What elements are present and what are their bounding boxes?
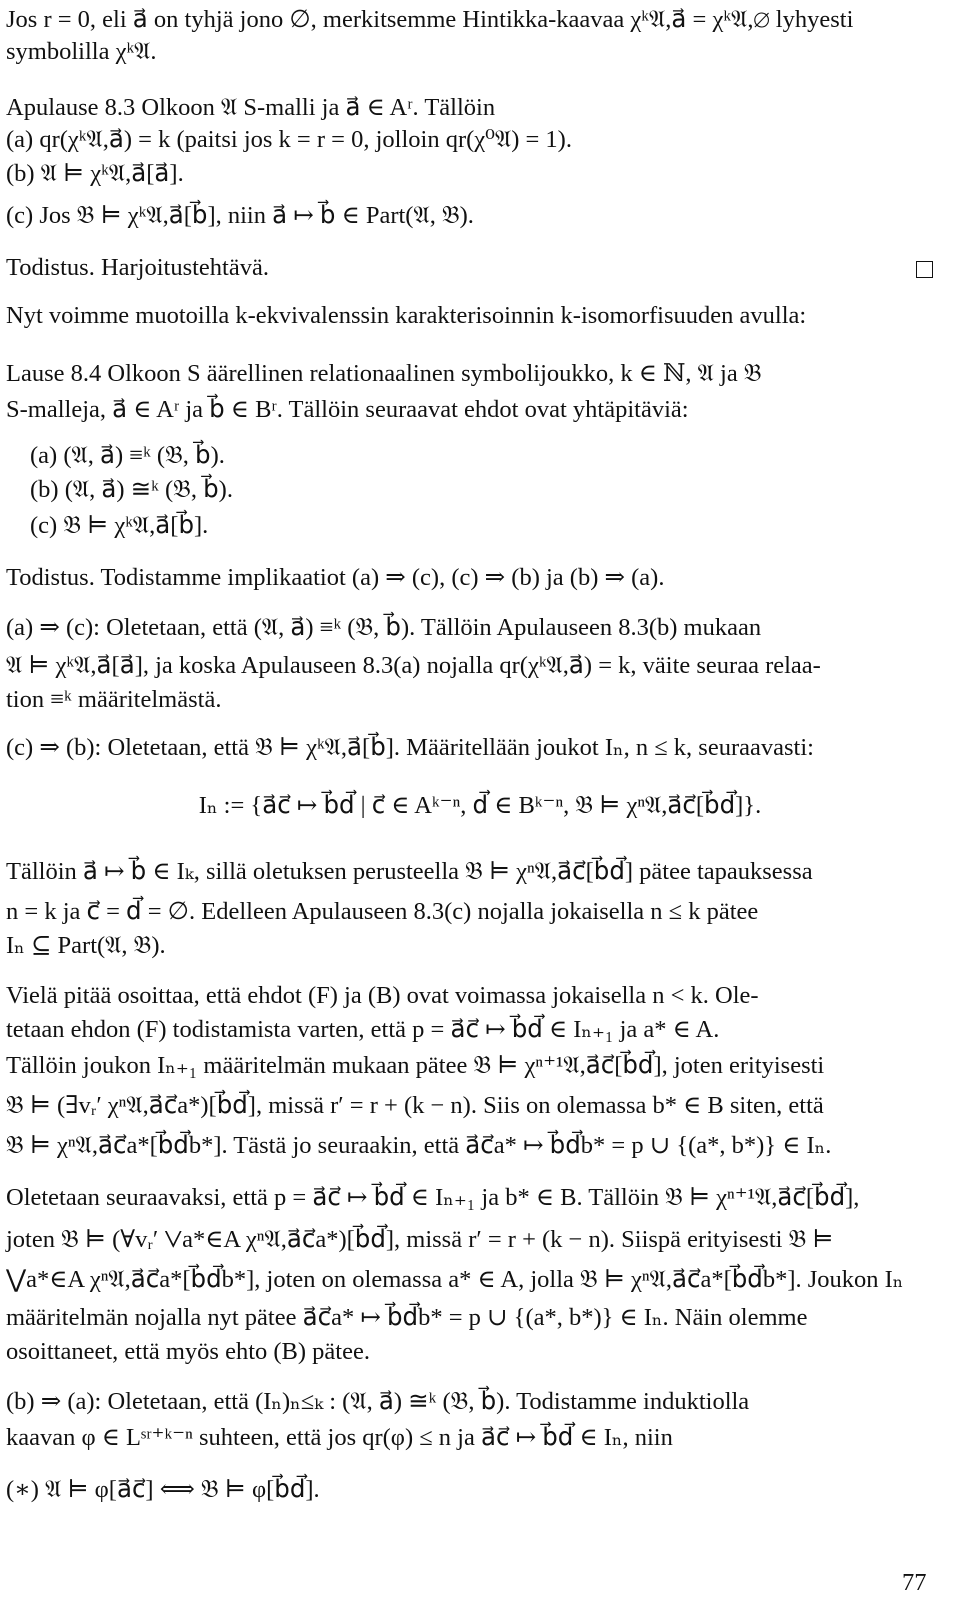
theorem-item-b: (b) (𝔄, a⃗) ≅ᵏ (𝔅, b⃗). [30,476,233,503]
text-line: n = k ja c⃗ = d⃗ = ∅. Edelleen Apulauseen 8.3(c) nojalla jokaisella n ≤ k pätee [6,898,759,925]
text-line: Tällöin a⃗ ↦ b⃗ ∈ Iₖ, sillä oletuksen perusteella 𝔅 ⊨ χⁿ𝔄,a⃗c⃗[b⃗d⃗] pätee tapauksessa [6,858,813,885]
lemma-item-a: (a) qr(χᵏ𝔄,a⃗) = k (paitsi jos k = r = 0, jolloin qr(χ⁰𝔄) = 1). [6,126,572,153]
proof-line: Todistus. Todistamme implikaatiot (a) ⇒ (c), (c) ⇒ (b) ja (b) ⇒ (a). [6,564,665,591]
display-equation: Iₙ := {a⃗c⃗ ↦ b⃗d⃗ | c⃗ ∈ Aᵏ⁻ⁿ, d⃗ ∈ Bᵏ⁻ⁿ, 𝔅 ⊨ χⁿ𝔄,a⃗c⃗[b⃗d⃗]}. [198,792,762,819]
lemma-item-b: (b) 𝔄 ⊨ χᵏ𝔄,a⃗[a⃗]. [6,160,184,187]
text-line: (a) ⇒ (c): Oletetaan, että (𝔄, a⃗) ≡ᵏ (𝔅, b⃗). Tällöin Apulauseen 8.3(b) mukaan [6,614,762,641]
text-line: (b) ⇒ (a): Oletetaan, että (Iₙ)ₙ≤ₖ : (𝔄, a⃗) ≅ᵏ (𝔅, b⃗). Todistamme induktiolla [6,1388,750,1415]
lemma-item-c: (c) Jos 𝔅 ⊨ χᵏ𝔄,a⃗[b⃗], niin a⃗ ↦ b⃗ ∈ Part(𝔄, 𝔅). [6,202,474,229]
text-line: 𝔅 ⊨ χⁿ𝔄,a⃗c⃗a*[b⃗d⃗b*]. Tästä jo seuraakin, että a⃗c⃗a* ↦ b⃗d⃗b* = p ∪ {(a*, b*)} ∈ Iₙ. [6,1132,832,1159]
text-line: määritelmän nojalla nyt pätee a⃗c⃗a* ↦ b⃗d⃗b* = p ∪ {(a*, b*)} ∈ Iₙ. Näin olemme [6,1304,808,1331]
text-line: Vielä pitää osoittaa, että ehdot (F) ja (B) ovat voimassa jokaisella n < k. Ole- [6,982,759,1009]
theorem-item-c: (c) 𝔅 ⊨ χᵏ𝔄,a⃗[b⃗]. [30,512,209,539]
proof-line: Todistus. Harjoitustehtävä. [6,254,269,281]
page-number: 77 [902,1569,927,1596]
text-line: (c) ⇒ (b): Oletetaan, että 𝔅 ⊨ χᵏ𝔄,a⃗[b⃗]. Määritellään joukot Iₙ, n ≤ k, seuraavasti: [6,734,814,761]
text-line: joten 𝔅 ⊨ (∀vᵣ′ ⋁a*∈A χⁿ𝔄,a⃗c⃗a*)[b⃗d⃗], missä r′ = r + (k − n). Siispä erityisesti 𝔅 ⊨ [6,1226,834,1253]
text-line: 𝔅 ⊨ (∃vᵣ′ χⁿ𝔄,a⃗c⃗a*)[b⃗d⃗], missä r′ = r + (k − n). Siis on olemassa b* ∈ B siten, että [6,1092,824,1119]
text-line: kaavan φ ∈ Lˢʳ⁺ᵏ⁻ⁿ suhteen, että jos qr(φ) ≤ n ja a⃗c⃗ ↦ b⃗d⃗ ∈ Iₙ, niin [6,1424,673,1451]
theorem-text: S-malleja, a⃗ ∈ Aʳ ja b⃗ ∈ Bʳ. Tällöin seuraavat ehdot ovat yhtäpitäviä: [6,396,689,423]
text-line: tion ≡ᵏ määritelmästä. [6,686,222,713]
text-line: Tällöin joukon Iₙ₊₁ määritelmän mukaan pätee 𝔅 ⊨ χⁿ⁺¹𝔄,a⃗c⃗[b⃗d⃗], joten erityisesti [6,1052,825,1079]
theorem-item-a: (a) (𝔄, a⃗) ≡ᵏ (𝔅, b⃗). [30,442,225,469]
theorem-heading: Lause 8.4 Olkoon S äärellinen relationaalinen symbolijoukko, k ∈ ℕ, 𝔄 ja 𝔅 [6,360,762,387]
text-line: tetaan ehdon (F) todistamista varten, että p = a⃗c⃗ ↦ b⃗d⃗ ∈ Iₙ₊₁ ja a* ∈ A. [6,1016,720,1043]
display-equation-star: (∗) 𝔄 ⊨ φ[a⃗c⃗] ⟺ 𝔅 ⊨ φ[b⃗d⃗]. [6,1476,320,1503]
text-line: symbolilla χᵏ𝔄. [6,38,157,65]
text-line: Iₙ ⊆ Part(𝔄, 𝔅). [6,932,166,959]
lemma-heading: Apulause 8.3 Olkoon 𝔄 S-malli ja a⃗ ∈ Aʳ. Tällöin [6,94,496,121]
qed-box-icon [916,261,933,278]
text-line: Jos r = 0, eli a⃗ on tyhjä jono ∅, merkitsemme Hintikka-kaavaa χᵏ𝔄,a⃗ = χᵏ𝔄,∅ lyhyesti [6,6,854,33]
text-line: 𝔄 ⊨ χᵏ𝔄,a⃗[a⃗], ja koska Apulauseen 8.3(a) nojalla qr(χᵏ𝔄,a⃗) = k, väite seuraa relaa- [6,652,821,679]
text-line: ⋁a*∈A χⁿ𝔄,a⃗c⃗a*[b⃗d⃗b*], joten on olemassa a* ∈ A, jolla 𝔅 ⊨ χⁿ𝔄,a⃗c⃗a*[b⃗d⃗b*]. Joukon Iₙ [6,1266,904,1293]
text-line: Nyt voimme muotoilla k-ekvivalenssin karakterisoinnin k-isomorfisuuden avulla: [6,302,807,329]
text-line: osoittaneet, että myös ehto (B) pätee. [6,1338,370,1365]
text-line: Oletetaan seuraavaksi, että p = a⃗c⃗ ↦ b⃗d⃗ ∈ Iₙ₊₁ ja b* ∈ B. Tällöin 𝔅 ⊨ χⁿ⁺¹𝔄,a⃗c⃗[b⃗d⃗], [6,1184,860,1211]
